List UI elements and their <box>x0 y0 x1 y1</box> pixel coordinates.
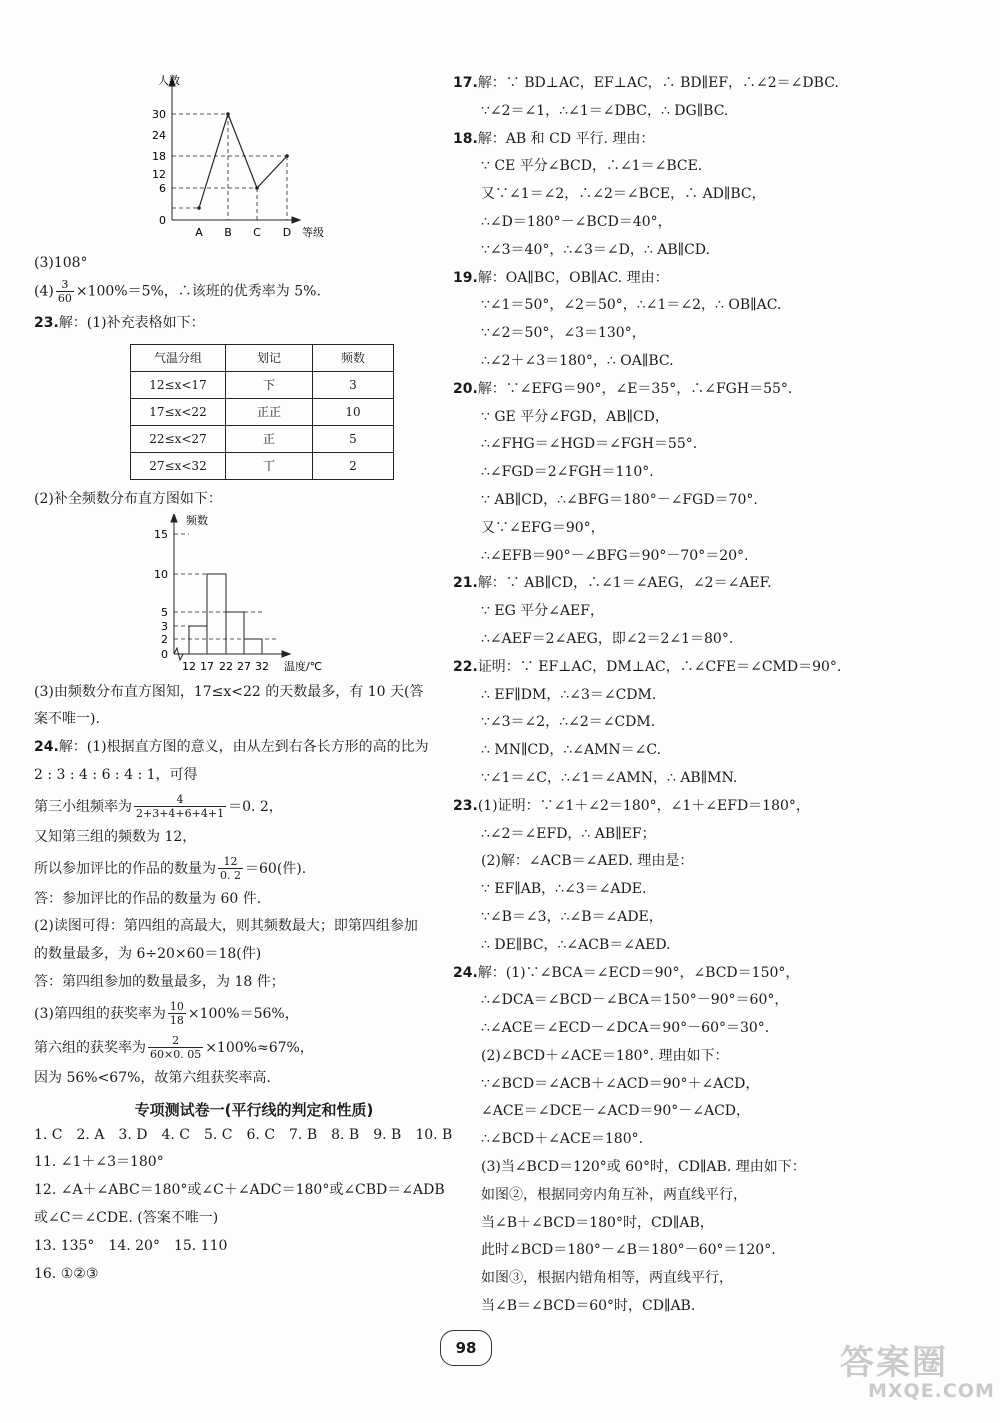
solution-line: (3)当∠BCD＝120°或 60°时，CD∥AB. 理由如下： <box>481 1159 806 1176</box>
solution-line: (2)解：∠ACB＝∠AED. 理由是： <box>481 853 694 870</box>
question-24-line1: 24.解：(1)根据直方图的意义，由从左到右各长方形的高的比为 <box>34 739 429 756</box>
y-axis-label: 频数 <box>186 513 208 527</box>
answer-16: 16. ①②③ <box>34 1265 99 1282</box>
answer-22-4: (4) $\frac{3}{60}$ ×100%＝5%，∴该班的优秀率为 5%. <box>34 277 321 305</box>
y-tick: 6 <box>159 182 166 195</box>
table-header: 频数 <box>313 344 394 371</box>
question-24-line6: 答：参加评比的作品的数量为 60 件. <box>34 890 262 907</box>
answer-22-3: (3)108° <box>34 255 88 271</box>
table-cell: 10 <box>313 398 394 425</box>
point-d <box>285 154 289 158</box>
question-23-head: 23.解：(1)补充表格如下： <box>34 315 205 332</box>
question-24-line7: (2)读图可得：第四组的高最大，则其频数最大；即第四组参加 <box>34 918 418 935</box>
solution-line: ∴∠D＝180°－∠BCD＝40°， <box>481 213 672 230</box>
table-cell: 下 <box>226 371 313 398</box>
y-tick: 2 <box>161 632 168 646</box>
solution-line: ∵∠2＝∠1，∴∠1＝∠DBC，∴ DG∥BC. <box>481 102 729 119</box>
y-tick: 18 <box>152 150 166 163</box>
table-header: 划记 <box>226 344 313 371</box>
question-23-part3a: (3)由频数分布直方图知，17≤x<22 的天数最多，有 10 天(答 <box>34 683 424 700</box>
solution-line: ∴∠2＋∠3＝180°，∴ OA∥BC. <box>481 352 674 369</box>
solution-line: ∴∠EFB＝90°－∠BFG＝90°－70°＝20°. <box>481 547 749 564</box>
answers-13-15: 13. 135° 14. 20° 15. 110 <box>34 1237 228 1254</box>
page-number: 98 <box>440 1330 492 1366</box>
question-24-line8: 的数量最多，为 6÷20×60＝18(件) <box>34 946 262 963</box>
solution-line: ∵ CE 平分∠BCD，∴∠1＝∠BCE. <box>481 158 703 175</box>
watermark-url: MXQE.COM <box>868 1380 995 1402</box>
table-header: 气温分组 <box>131 344 226 371</box>
solution-line: 如图③，根据内错角相等，两直线平行， <box>481 1270 733 1287</box>
solution-line: ∴∠BCD＋∠ACE＝180°. <box>481 1131 644 1148</box>
table-cell: 17≤x<22 <box>131 398 226 425</box>
y-tick: 10 <box>154 567 168 581</box>
solution-line: ∴∠FHG＝∠HGD＝∠FGH＝55°. <box>481 436 698 453</box>
table-cell: 正正 <box>226 398 313 425</box>
solution-line: ∵∠3＝∠2，∴∠2＝∠CDM. <box>481 714 656 731</box>
x-tick: 12 <box>182 659 196 673</box>
solution-line: ∵∠BCD＝∠ACB＋∠ACD＝90°＋∠ACD， <box>481 1075 760 1092</box>
x-axis-label: 温度/℃ <box>284 659 323 673</box>
solution-line: ∴ MN∥CD，∴∠AMN＝∠C. <box>481 742 662 759</box>
histogram-chart <box>134 514 434 679</box>
table-cell: 正 <box>226 425 313 452</box>
line-chart <box>144 70 444 250</box>
y-tick: 0 <box>159 214 166 227</box>
x-tick: 32 <box>255 659 269 673</box>
point-c <box>255 186 259 190</box>
solution-line: 当∠B＋∠BCD＝180°时，CD∥AB， <box>481 1214 714 1231</box>
solution-line: ∵∠3＝40°，∴∠3＝∠D，∴ AB∥CD. <box>481 241 710 258</box>
question-23-part3b: 案不唯一). <box>34 711 100 728</box>
left-column <box>34 70 474 1288</box>
solution-line: ∴∠2＝∠EFD，∴ AB∥EF； <box>481 825 656 842</box>
y-tick: 3 <box>161 619 168 633</box>
solution-line: ∵ GE 平分∠FGD，AB∥CD， <box>481 408 669 425</box>
watermark-logo: 答案圈 <box>840 1343 948 1383</box>
y-axis-arrow <box>171 514 177 522</box>
answer-12b: 或∠C＝∠CDE. (答案不唯一) <box>34 1210 219 1227</box>
solution-line: 17.解：∵ BD⊥AC，EF⊥AC，∴ BD∥EF，∴∠2＝∠DBC. <box>453 75 839 91</box>
answers-1-10: 1. C 2. A 3. D 4. C 5. C 6. C 7. B 8. B 9. B 10. B <box>34 1126 453 1143</box>
solution-line: ∴∠DCA＝∠BCD－∠BCA＝150°－90°＝60°， <box>481 992 789 1009</box>
solution-line: ∠ACE＝∠DCE－∠ACD＝90°－∠ACD， <box>481 1103 751 1120</box>
solution-line: 当∠B＝∠BCD＝60°时，CD∥AB. <box>481 1298 696 1315</box>
solution-line: 此时∠BCD＝180°－∠B＝180°－60°＝120°. <box>481 1242 776 1259</box>
y-tick: 5 <box>161 605 168 619</box>
solution-line: 又∵∠1＝∠2，∴∠2＝∠BCE，∴ AD∥BC， <box>481 186 766 203</box>
x-tick: 17 <box>200 659 214 673</box>
table-row <box>131 425 394 452</box>
fraction: $\frac{2}{60\times 0. 05}$ <box>150 1034 202 1062</box>
table-cell: 3 <box>313 371 394 398</box>
table-cell: 27≤x<32 <box>131 452 226 479</box>
question-24-line4: 又知第三组的频数为 12， <box>34 828 197 845</box>
table-cell: 5 <box>313 425 394 452</box>
solution-line: ∵ EF∥AB，∴∠3＝∠ADE. <box>481 881 647 898</box>
x-axis-arrow <box>282 651 290 657</box>
y-tick: 24 <box>152 129 166 142</box>
point-b <box>226 112 230 116</box>
y-axis-label: 人数 <box>158 74 180 87</box>
x-tick: 27 <box>237 659 251 673</box>
solution-line: 如图②，根据同旁内角互补，两直线平行， <box>481 1186 747 1203</box>
bar-27-32 <box>244 639 262 654</box>
solution-line: 18.解：AB 和 CD 平行. 理由： <box>453 130 655 147</box>
x-axis-label: 等级 <box>302 226 324 239</box>
solution-line: ∵ AB∥CD，∴∠BFG＝180°－∠FGD＝70°. <box>481 491 758 508</box>
right-column <box>453 70 973 1321</box>
solution-line: ∵∠B＝∠3，∴∠B＝∠ADE， <box>481 908 663 925</box>
table-row <box>131 398 394 425</box>
table-header-row <box>131 344 394 371</box>
x-tick: A <box>195 226 203 239</box>
solution-line: ∴ DE∥BC，∴∠ACB＝∠AED. <box>481 936 671 953</box>
bar-22-27 <box>226 612 244 654</box>
table-row <box>131 452 394 479</box>
temperature-table <box>130 344 394 480</box>
fraction: $\frac{10}{18}$ <box>169 1000 184 1028</box>
x-axis-arrow <box>292 217 300 223</box>
solution-line: 22.证明：∵ EF⊥AC，DM⊥AC，∴∠CFE＝∠CMD＝90°. <box>453 658 842 675</box>
solution-line: ∴∠FGD＝2∠FGH＝110°. <box>481 464 654 481</box>
answer-11: 11. ∠1＋∠3＝180° <box>34 1154 164 1171</box>
question-24-line5: 所以参加评比的作品的数量为 $\frac{12}{0. 2}$ ＝60(件). <box>34 855 307 883</box>
point-a <box>197 206 201 210</box>
y-tick: 30 <box>152 108 166 121</box>
question-24-line11: 第六组的获奖率为 $\frac{2}{60\times 0. 05}$ ×100%≈67%， <box>34 1034 314 1062</box>
bar-12-17 <box>189 626 207 654</box>
question-24-line2: 2 : 3 : 4 : 6 : 4 : 1，可得 <box>34 767 198 784</box>
solution-line: ∴∠ACE＝∠ECD－∠DCA＝90°－60°＝30°. <box>481 1020 770 1037</box>
fraction: $\frac{4}{2+3+4+6+4+1}$ <box>136 793 225 821</box>
section-title: 专项测试卷一(平行线的判定和性质) <box>134 1100 374 1119</box>
x-tick: D <box>282 226 292 239</box>
solution-line: ∵ EG 平分∠AEF， <box>481 603 604 620</box>
x-tick: B <box>224 226 232 239</box>
solution-line: ∵∠1＝∠C，∴∠1＝∠AMN，∴ AB∥MN. <box>481 769 738 786</box>
solution-line: ∴ EF∥DM，∴∠3＝∠CDM. <box>481 686 657 703</box>
table-cell: 22≤x<27 <box>131 425 226 452</box>
solution-line: 24.解：(1)∵∠BCA＝∠ECD＝90°，∠BCD＝150°， <box>453 964 800 981</box>
x-tick: C <box>253 226 261 239</box>
solution-line: (2)∠BCD＋∠ACE＝180°. 理由如下： <box>481 1047 729 1064</box>
solution-line: 21.解：∵ AB∥CD，∴∠1＝∠AEG，∠2＝∠AEF. <box>453 575 772 592</box>
solution-line: 19.解：OA∥BC，OB∥AC. 理由： <box>453 269 669 286</box>
data-line <box>199 114 287 208</box>
table-row <box>131 371 394 398</box>
fraction: $\frac{12}{0. 2}$ <box>220 855 241 883</box>
table-cell: 12≤x<17 <box>131 371 226 398</box>
solution-line: ∵∠2＝50°，∠3＝130°， <box>481 325 646 342</box>
x-tick: 22 <box>219 659 233 673</box>
solution-line: 又∵∠EFG＝90°， <box>481 519 605 536</box>
solution-line: 20.解：∵∠EFG＝90°，∠E＝35°，∴∠FGH＝55°. <box>453 380 793 397</box>
solution-line: 23.(1)证明：∵∠1＋∠2＝180°，∠1＋∠EFD＝180°， <box>453 797 810 814</box>
y-tick: 15 <box>154 527 168 541</box>
table-cell: 2 <box>313 452 394 479</box>
question-24-line3: 第三小组频率为 $\frac{4}{2+3+4+6+4+1}$ ＝0. 2， <box>34 793 283 821</box>
y-tick: 0 <box>161 647 168 661</box>
question-24-line10: (3)第四组的获奖率为 $\frac{10}{18}$ ×100%＝56%， <box>34 1000 299 1028</box>
solution-line: ∴∠AEF＝2∠AEG，即∠2＝2∠1＝80°. <box>481 630 734 647</box>
question-23-part2: (2)补全频数分布直方图如下： <box>34 490 222 507</box>
answer-12a: 12. ∠A＋∠ABC＝180°或∠C＋∠ADC＝180°或∠CBD＝∠ADB <box>34 1182 445 1199</box>
question-24-line12: 因为 56%<67%，故第六组获奖率高. <box>34 1069 271 1086</box>
y-tick: 12 <box>152 168 166 181</box>
table-cell: 丅 <box>226 452 313 479</box>
solution-line: ∵∠1＝50°，∠2＝50°，∴∠1＝∠2，∴ OB∥AC. <box>481 297 782 314</box>
question-24-line9: 答：第四组参加的数量最多，为 18 件； <box>34 974 285 991</box>
fraction: $\frac{3}{60}$ <box>57 277 72 305</box>
bar-17-22 <box>207 574 226 654</box>
